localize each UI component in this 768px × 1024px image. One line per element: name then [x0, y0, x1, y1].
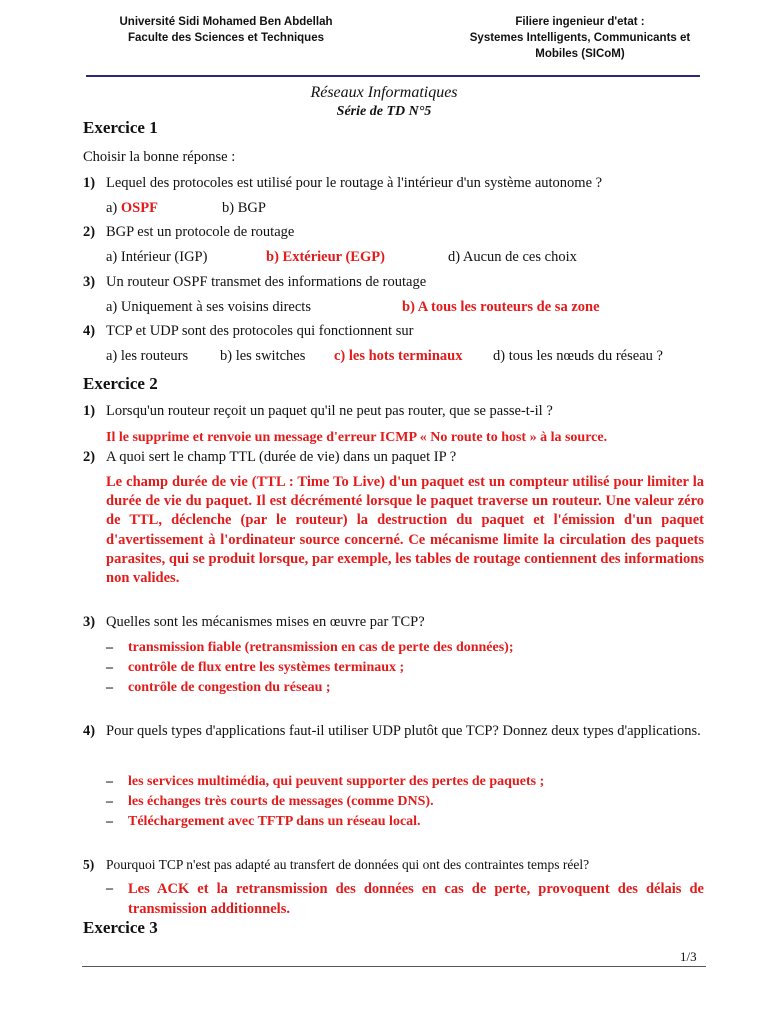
- list-item: [106, 879, 704, 919]
- header-divider: [86, 75, 700, 77]
- university-header: [92, 14, 360, 46]
- ex2-q2-text: A quoi sert le champ TTL (durée de vie) dans un paquet IP ?: [106, 449, 457, 465]
- faculty-name: Faculte des Sciences et Techniques: [128, 32, 324, 44]
- ex1-q2-answer: b) Extérieur (EGP): [266, 249, 385, 265]
- ex1-q3-answer: b) A tous les routeurs de sa zone: [402, 299, 600, 315]
- ex1-q4-option-b: b) les switches: [220, 348, 306, 364]
- list-item: – contrôle de flux entre les systèmes terminaux ;: [106, 660, 405, 675]
- ex1-q1-text: Lequel des protocoles est utilisé pour le routage à l'intérieur d'un système autonome ?: [106, 175, 603, 191]
- university-name: Université Sidi Mohamed Ben Abdellah: [119, 16, 333, 28]
- ex1-q4-number: 4): [83, 323, 96, 339]
- ex2-q5-text: Pourquoi TCP n'est pas adapté au transfert de données qui ont des contraintes temps réel?: [106, 857, 590, 872]
- ex1-q4-text: TCP et UDP sont des protocoles qui fonctionnent sur: [106, 323, 414, 339]
- ex2-q4-number: 4): [83, 723, 96, 739]
- exercise-1-title: Exercice 1: [83, 118, 158, 137]
- ex2-q5-answer: Les ACK et la retransmission des données en cas de perte, provoquent des délais de transmission additionnels.: [128, 881, 704, 917]
- bullet-dash: –: [106, 881, 113, 896]
- ex2-q1-number: 1): [83, 403, 96, 419]
- ex1-q3-number: 3): [83, 274, 96, 290]
- ex2-q3-number: 3): [83, 614, 96, 630]
- ex1-q2-number: 2): [83, 224, 96, 240]
- ex1-q4-answer: c) les hots terminaux: [334, 348, 463, 364]
- ex2-q5-number: 5): [83, 857, 95, 872]
- ex2-q2-number: 2): [83, 449, 96, 465]
- course-title: Réseaux Informatiques: [310, 84, 458, 101]
- list-item: – les services multimédia, qui peuvent supporter des pertes de paquets ;: [106, 774, 545, 789]
- ex2-q3-text: Quelles sont les mécanismes mises en œuvre par TCP?: [106, 614, 425, 630]
- exercise-3-title: Exercice 3: [83, 918, 158, 937]
- ex2-q4-text: Pour quels types d'applications faut-il utiliser UDP plutôt que TCP? Donnez deux types d'applications.: [106, 723, 701, 739]
- exercise-1-instruction: Choisir la bonne réponse :: [83, 149, 236, 165]
- exercise-2-title: Exercice 2: [83, 374, 158, 393]
- page-number: 1/3: [680, 949, 697, 964]
- list-item: – transmission fiable (retransmission en cas de perte des données);: [106, 640, 514, 655]
- program-header: [438, 14, 722, 62]
- series-title: Série de TD N°5: [336, 104, 432, 119]
- ex2-q2-answer: Le champ durée de vie (TTL : Time To Live) d'un paquet est un compteur utilisé pour limiter la durée de vie du paquet. Il est décrémenté lorsque le paquet traverse un routeur. Une valeur zéro de TTL, déclenche (par le routeur) la destruction du paquet et l'émission d'un paquet d'avertissement à l'ordinateur source concerné. Ce mécanisme limite la circulation des paquets parasites, qui se produit lorsque, par exemple, les tables de routage contiennent des informations non valides.: [106, 474, 704, 587]
- ex1-q1-number: 1): [83, 175, 96, 191]
- list-item: – contrôle de congestion du réseau ;: [106, 680, 331, 695]
- ex1-q2-option-a: a) Intérieur (IGP): [106, 249, 208, 265]
- ex1-q3-text: Un routeur OSPF transmet des informations de routage: [106, 274, 427, 290]
- ex1-q3-option-a: a) Uniquement à ses voisins directs: [106, 299, 311, 315]
- ex1-q1-option-b: b) BGP: [222, 200, 266, 216]
- list-item: – les échanges très courts de messages (comme DNS).: [106, 794, 434, 809]
- program-line-2: Systemes Intelligents, Communicants et: [469, 32, 691, 44]
- ex1-q2-option-d: d) Aucun de ces choix: [448, 249, 577, 265]
- ex1-q1-option-a: [106, 199, 158, 218]
- ex2-q1-text: Lorsqu'un routeur reçoit un paquet qu'il ne peut pas router, que se passe-t-il ?: [106, 403, 553, 419]
- option-prefix: a): [106, 200, 121, 216]
- list-item: – Téléchargement avec TFTP dans un réseau local.: [106, 814, 421, 829]
- ex1-q4-option-a: a) les routeurs: [106, 348, 189, 364]
- footer-divider: [82, 966, 706, 967]
- ex1-q4-option-d: d) tous les nœuds du réseau ?: [493, 348, 663, 364]
- program-line-3: Mobiles (SICoM): [535, 48, 625, 60]
- ex2-q1-answer: Il le supprime et renvoie un message d'erreur ICMP « No route to host » à la source.: [106, 430, 608, 445]
- ex1-q1-answer: OSPF: [120, 200, 158, 216]
- ex1-q2-text: BGP est un protocole de routage: [106, 224, 295, 240]
- program-line-1: Filiere ingenieur d'etat :: [515, 16, 645, 28]
